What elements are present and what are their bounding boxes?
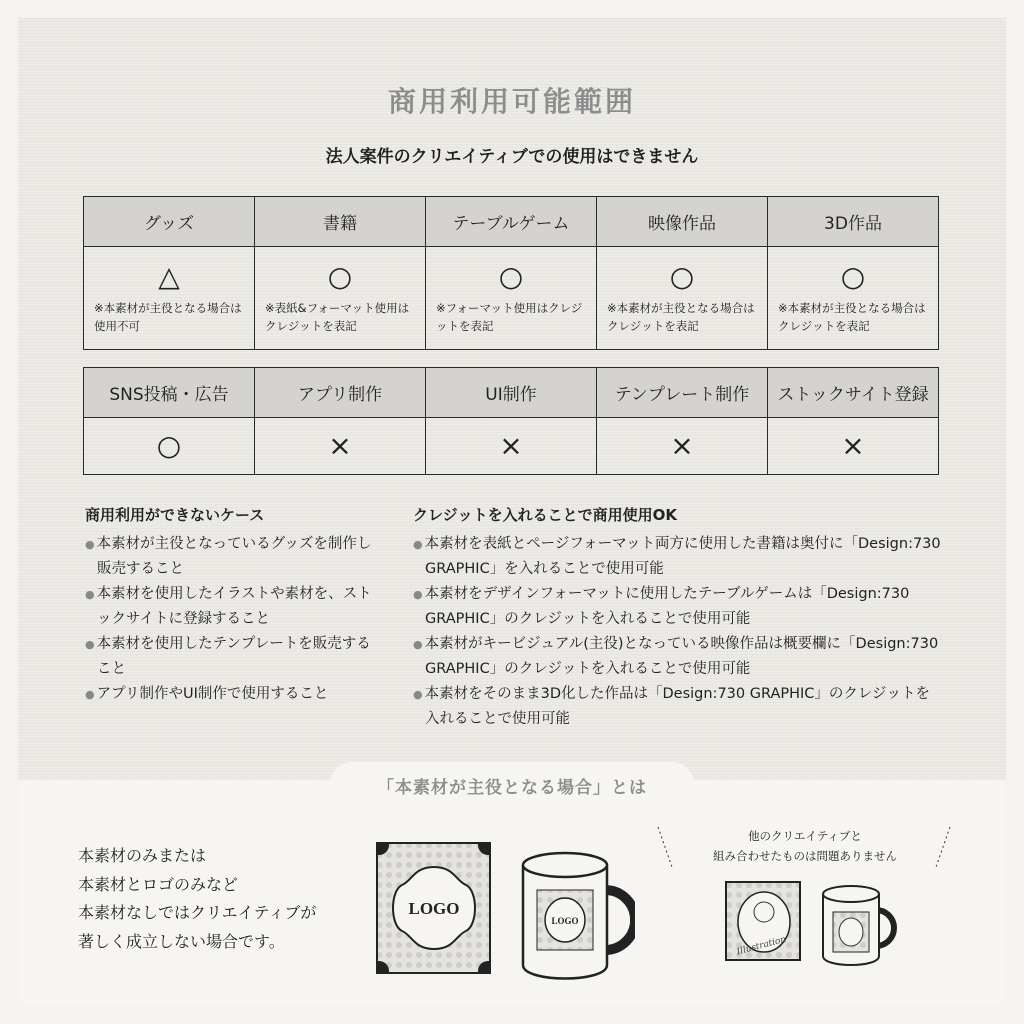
- usage-table-2: [83, 367, 939, 475]
- illustration-text: Illustration: [735, 934, 788, 958]
- header-table-game: テーブルゲーム: [426, 197, 597, 247]
- header-3d: 3D作品: [768, 197, 939, 247]
- illustration-book: [724, 880, 804, 970]
- cell: [426, 418, 597, 475]
- text-line: 組み合わせたものは問題ありません: [713, 849, 897, 863]
- triangle-mark: △: [158, 260, 180, 293]
- cell: [768, 247, 939, 350]
- credit-heading: クレジットを入れることで商用使用OK: [413, 506, 678, 524]
- cell: [768, 418, 939, 475]
- text-line: 本素材なしではクリエイティブが: [78, 903, 317, 922]
- cross-mark: ×: [499, 429, 523, 462]
- header-books: 書籍: [255, 197, 426, 247]
- header-stock: ストックサイト登録: [768, 368, 939, 418]
- cell: [84, 247, 255, 350]
- text-line: 著しく成立しない場合です。: [78, 931, 285, 951]
- list-item: ● 本素材を使用したテンプレートを販売すること: [85, 632, 385, 682]
- cell: [84, 418, 255, 475]
- usage-table-1: [83, 196, 939, 350]
- cell: [597, 247, 768, 350]
- logo-mug-illustration: [515, 845, 635, 985]
- list-item: ● 本素材がキービジュアル(主役)となっている映像作品は概要欄に「Design:730 GRAPHIC」のクレジットを入れることで使用可能: [413, 632, 943, 682]
- header-video: 映像作品: [597, 197, 768, 247]
- logo-text: LOGO: [408, 899, 460, 918]
- list-item: ● アプリ制作やUI制作で使用すること: [85, 682, 385, 707]
- header-template: テンプレート制作: [597, 368, 768, 418]
- dotted-accent-lines: [650, 822, 960, 872]
- bottom-title: 「本素材が主役となる場合」とは: [377, 778, 647, 798]
- page-title: 商用利用可能範囲: [387, 85, 636, 118]
- cross-mark: ×: [328, 429, 352, 462]
- cell: [426, 247, 597, 350]
- list-item: ● 本素材が主役となっているグッズを制作し販売すること: [85, 532, 385, 582]
- circle-mark: ○: [327, 260, 353, 293]
- ng-heading: 商用利用ができないケース: [85, 506, 265, 524]
- header-app: アプリ制作: [255, 368, 426, 418]
- text-line: 本素材のみまたは: [78, 846, 207, 865]
- list-item: ● 本素材を表紙とページフォーマット両方に使用した書籍は奥付に「Design:730 GRAPHIC」を入れることで使用可能: [413, 532, 943, 582]
- credit-list-section: [413, 503, 943, 732]
- header-sns: SNS投稿・広告: [84, 368, 255, 418]
- logo-book-illustration: [374, 840, 494, 980]
- note: ※本素材が主役となる場合はクレジットを表記: [778, 301, 926, 333]
- ng-list-section: [85, 503, 385, 707]
- cross-mark: ×: [670, 429, 694, 462]
- bottom-description: [78, 842, 316, 956]
- cell: [597, 418, 768, 475]
- list-item: ● 本素材を使用したイラストや素材を、ストックサイトに登録すること: [85, 582, 385, 632]
- circle-mark: ○: [840, 260, 866, 293]
- note: ※本素材が主役となる場合は使用不可: [94, 301, 242, 333]
- list-item: ● 本素材をデザインフォーマットに使用したテーブルゲームは「Design:730 GRAPHIC」のクレジットを入れることで使用可能: [413, 582, 943, 632]
- header-goods: グッズ: [84, 197, 255, 247]
- text-line: 本素材とロゴのみなど: [78, 874, 239, 894]
- circle-mark: ○: [498, 260, 524, 293]
- note: ※表紙&フォーマット使用はクレジットを表記: [265, 301, 410, 333]
- cell: [255, 418, 426, 475]
- illustration-mug: [818, 880, 903, 970]
- note: ※フォーマット使用はクレジットを表記: [436, 301, 583, 333]
- text-line: 他のクリエイティブと: [748, 829, 862, 843]
- note: ※本素材が主役となる場合はクレジットを表記: [607, 301, 755, 333]
- header-ui: UI制作: [426, 368, 597, 418]
- logo-text-small: LOGO: [551, 916, 579, 926]
- cell: [255, 247, 426, 350]
- circle-mark: ○: [669, 260, 695, 293]
- page-subtitle: 法人案件のクリエイティブでの使用はできません: [325, 147, 699, 167]
- circle-mark: ○: [156, 429, 182, 462]
- cross-mark: ×: [841, 429, 865, 462]
- list-item: ● 本素材をそのまま3D化した作品は「Design:730 GRAPHIC」のクレジットを入れることで使用可能: [413, 682, 943, 732]
